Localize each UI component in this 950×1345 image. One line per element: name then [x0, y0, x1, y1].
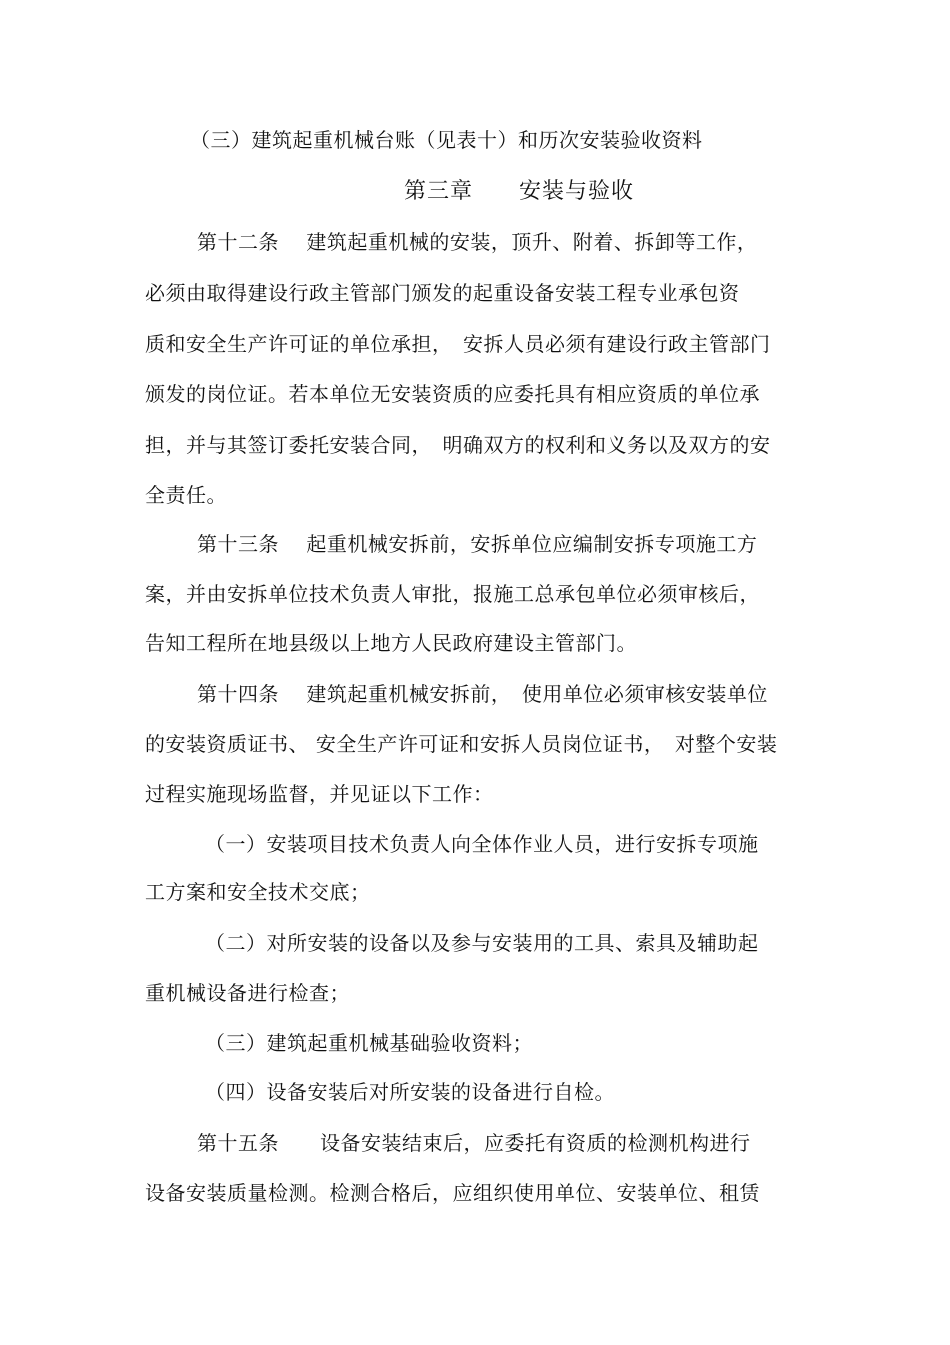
text-line: 必须由取得建设行政主管部门颁发的起重设备安装工程专业承包资 — [145, 281, 740, 305]
text-line: 工方案和安全技术交底； — [145, 880, 371, 904]
article-line: 第十五条 设备安装结束后，应委托有资质的检测机构进行 — [197, 1131, 751, 1155]
article-line: 第十四条 建筑起重机械安拆前， 使用单位必须审核安装单位 — [197, 682, 768, 706]
text-line: 过程实施现场监督，并见证以下工作： — [145, 782, 494, 806]
text-line: 全责任。 — [145, 483, 227, 507]
text-line: （三）建筑起重机械台账（见表十）和历次安装验收资料 — [190, 128, 703, 152]
text-line: 重机械设备进行检查； — [145, 981, 350, 1005]
article-line: 第十三条 起重机械安拆前，安拆单位应编制安拆专项施工方 — [197, 532, 758, 556]
text-line: 案，并由安拆单位技术负责人审批，报施工总承包单位必须审核后， — [145, 582, 760, 606]
text-line: 担，并与其签订委托安装合同， 明确双方的权利和义务以及双方的安 — [145, 433, 771, 457]
chapter-heading: 第三章 安装与验收 — [404, 179, 635, 204]
text-line: 颁发的岗位证。若本单位无安装资质的应委托具有相应资质的单位承 — [145, 382, 760, 406]
text-line: 质和安全生产许可证的单位承担， 安拆人员必须有建设行政主管部门 — [145, 332, 771, 356]
list-item-line: （二）对所安装的设备以及参与安装用的工具、索具及辅助起 — [205, 931, 759, 955]
text-line: 设备安装质量检测。检测合格后，应组织使用单位、安装单位、租赁 — [145, 1181, 760, 1205]
list-item-line: （一）安装项目技术负责人向全体作业人员，进行安拆专项施 — [205, 832, 759, 856]
text-line: 告知工程所在地县级以上地方人民政府建设主管部门。 — [145, 631, 637, 655]
article-line: 第十二条 建筑起重机械的安装，顶升、附着、拆卸等工作， — [197, 230, 758, 254]
text-line: 的安装资质证书、 安全生产许可证和安拆人员岗位证书， 对整个安装 — [145, 732, 778, 756]
list-item-line: （三）建筑起重机械基础验收资料； — [205, 1031, 533, 1055]
list-item-line: （四）设备安装后对所安装的设备进行自检。 — [205, 1080, 615, 1104]
